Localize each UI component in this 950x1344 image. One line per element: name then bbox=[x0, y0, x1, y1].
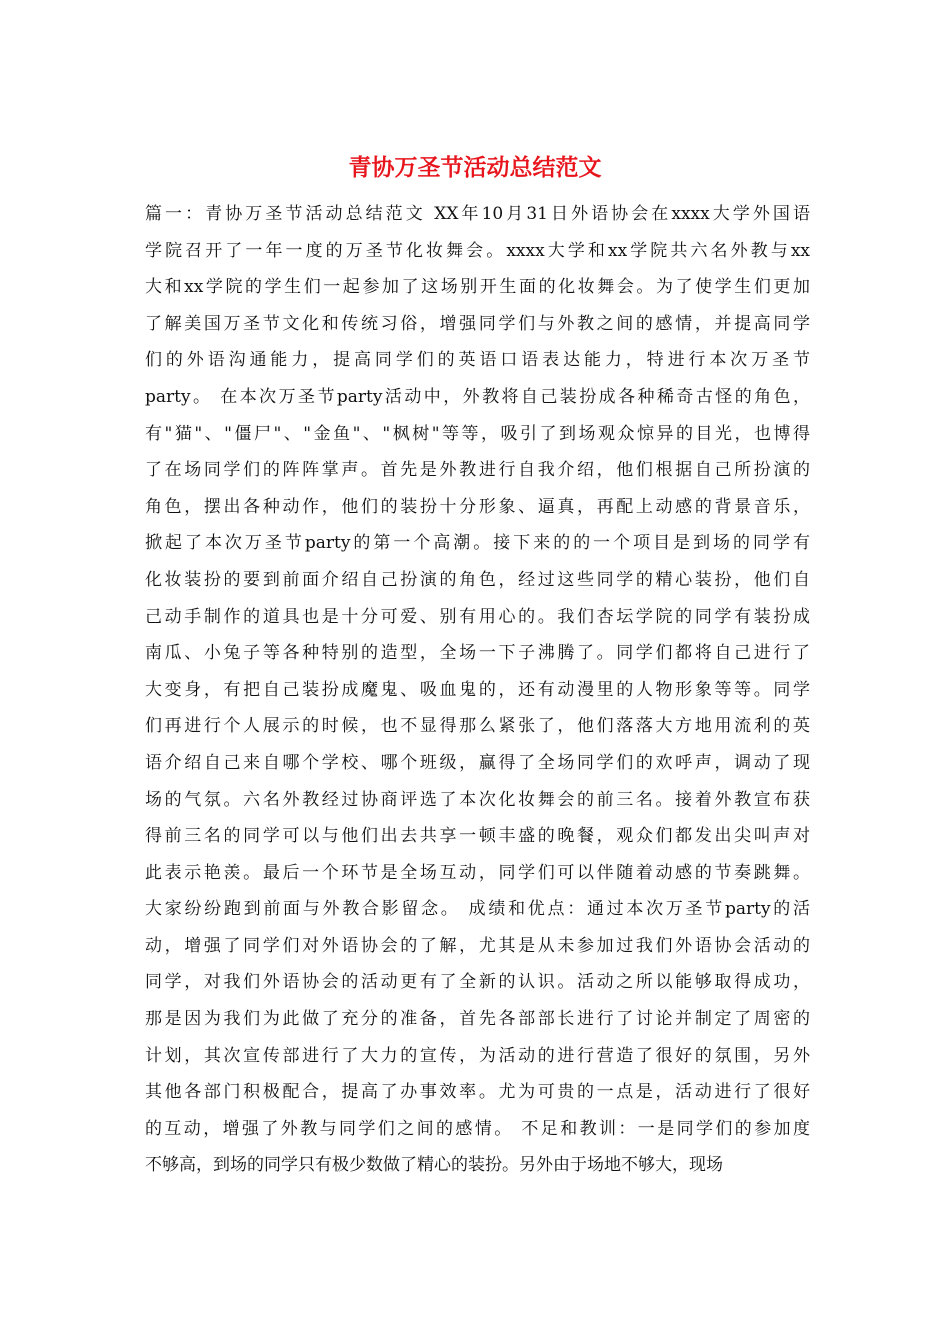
body-line: 了解美国万圣节文化和传统习俗，增强同学们与外教之间的感情，并提高同学 bbox=[145, 313, 810, 334]
body-line: 掀起了本次万圣节party的第一个高潮。接下来的的一个项目是到场的同学有 bbox=[145, 533, 810, 554]
body-line: 语介绍自己来自哪个学校、哪个班级，赢得了全场同学们的欢呼声，调动了现 bbox=[145, 752, 810, 773]
body-line: 此表示艳羡。最后一个环节是全场互动，同学们可以伴随着动感的节奏跳舞。 bbox=[145, 862, 810, 883]
body-line: 了在场同学们的阵阵掌声。首先是外教进行自我介绍，他们根据自己所扮演的 bbox=[145, 460, 810, 481]
body-line: 化妆装扮的要到前面介绍自己扮演的角色，经过这些同学的精心装扮，他们自 bbox=[145, 569, 810, 590]
body-line: 大和xx学院的学生们一起参加了这场别开生面的化妆舞会。为了使学生们更加 bbox=[145, 277, 810, 298]
body-line: 动，增强了同学们对外语协会的了解，尤其是从未参加过我们外语协会活动的 bbox=[145, 935, 810, 956]
body-line: 篇一：青协万圣节活动总结范文 XX年10月31日外语协会在xxxx大学外国语 bbox=[145, 204, 810, 224]
body-line: 其他各部门积极配合，提高了办事效率。尤为可贵的一点是，活动进行了很好 bbox=[145, 1082, 810, 1103]
body-line: 南瓜、小兔子等各种特别的造型，全场一下子沸腾了。同学们都将自己进行了 bbox=[145, 643, 810, 664]
body-line: 场的气氛。六名外教经过协商评选了本次化妆舞会的前三名。接着外教宣布获 bbox=[145, 789, 810, 810]
body-line: party。 在本次万圣节party活动中，外教将自己装扮成各种稀奇古怪的角色， bbox=[145, 386, 810, 407]
body-line: 们的外语沟通能力，提高同学们的英语口语表达能力，特进行本次万圣节 bbox=[145, 350, 810, 371]
body-line: 计划，其次宣传部进行了大力的宣传，为活动的进行营造了很好的氛围，另外 bbox=[145, 1045, 810, 1066]
body-line: 大变身，有把自己装扮成魔鬼、吸血鬼的，还有动漫里的人物形象等等。同学 bbox=[145, 679, 810, 700]
document-title: 青协万圣节活动总结范文 bbox=[348, 154, 602, 181]
body-line: 同学，对我们外语协会的活动更有了全新的认识。活动之所以能够取得成功， bbox=[145, 972, 810, 993]
body-line: 不够高，到场的同学只有极少数做了精心的装扮。另外由于场地不够大，现场 bbox=[145, 1155, 723, 1176]
document-body bbox=[145, 196, 810, 1184]
body-line: 角色，摆出各种动作，他们的装扮十分形象、逼真，再配上动感的背景音乐， bbox=[145, 496, 810, 517]
body-line: 那是因为我们为此做了充分的准备，首先各部部长进行了讨论并制定了周密的 bbox=[145, 1009, 810, 1030]
body-line: 大家纷纷跑到前面与外教合影留念。 成绩和优点：通过本次万圣节party的活 bbox=[145, 899, 810, 920]
body-line: 们再进行个人展示的时候，也不显得那么紧张了，他们落落大方地用流利的英 bbox=[145, 716, 810, 737]
body-line: 的互动，增强了外教与同学们之间的感情。 不足和教训：一是同学们的参加度 bbox=[145, 1118, 810, 1139]
body-line: 学院召开了一年一度的万圣节化妆舞会。xxxx大学和xx学院共六名外教与xx bbox=[145, 240, 810, 261]
body-line: 己动手制作的道具也是十分可爱、别有用心的。我们杏坛学院的同学有装扮成 bbox=[145, 606, 810, 627]
body-line: 有"猫"、"僵尸"、"金鱼"、"枫树"等等，吸引了到场观众惊异的目光，也博得 bbox=[145, 423, 810, 444]
body-line: 得前三名的同学可以与他们出去共享一顿丰盛的晚餐，观众们都发出尖叫声对 bbox=[145, 826, 810, 847]
